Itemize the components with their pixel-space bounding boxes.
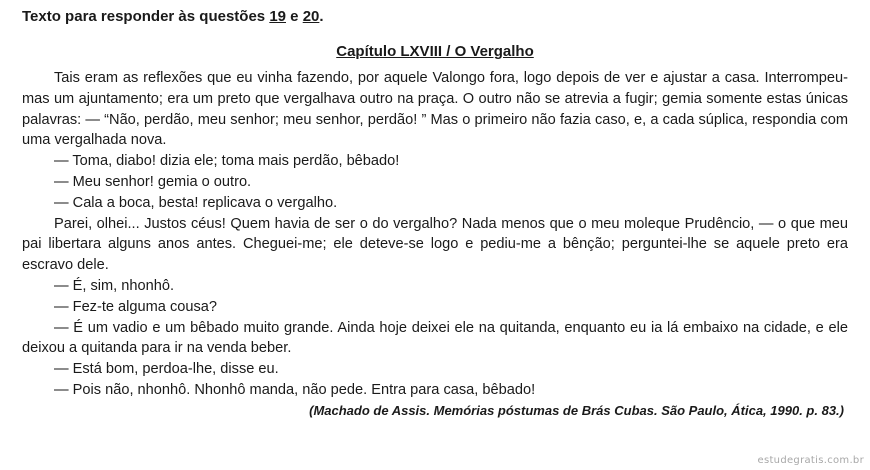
header-prefix: Texto para responder às questões [22,8,270,25]
instruction-header [22,5,848,29]
chapter-title: Capítulo LXVIII / O Vergalho [336,43,534,60]
paragraph-2: Parei, olhei... Justos céus! Quem havia de ser o do vergalho? Nada menos que o meu moleque Prudêncio, — o que meu pai libertara alguns anos antes. Cheguei-me; ele deteve-se logo e pediu-me a bênção; perguntei-lhe se aquele preto era escravo dele. [22,215,848,274]
dialogue-line-2: — Meu senhor! gemia o outro. [54,173,252,190]
dialogue-line-5: — Fez-te alguma cousa? [54,298,218,315]
dialogue-line-4: — É, sim, nhonhô. [54,277,175,294]
passage-text [22,68,848,401]
dialogue-line-7: — Está bom, perdoa-lhe, disse eu. [54,361,279,378]
header-connector: e [286,8,303,25]
dialogue-line-1: — Toma, diabo! dizia ele; toma mais perdão, bêbado! [54,153,400,170]
document [22,5,848,421]
paragraph-1: Tais eram as reflexões que eu vinha fazendo, por aquele Valongo fora, logo depois de ver e ajustar a casa. Interrompeu-mas um ajuntamento; era um preto que vergalhava outro na praça. O outro não se atrevia a fugir; gemia somente estas únicas palavras: — “Não, perdão, meu senhor; meu senhor, perdão! ” Mas o primeiro não fazia caso, e, a cada súplica, respondia com uma vergalhada nova. [22,70,848,149]
dialogue-line-3: — Cala a boca, besta! replicava o vergalho. [54,194,338,211]
source-citation: (Machado de Assis. Memórias póstumas de Brás Cubas. São Paulo, Ática, 1990. p. 83.) [309,402,844,418]
dialogue-line-6: — É um vadio e um bêbado muito grande. Ainda hoje deixei ele na quitanda, enquanto eu ia lá embaixo na cidade, e ele deixou a quitanda para ir na venda beber. [22,319,848,357]
dialogue-line-8: — Pois não, nhonhô. Nhonhô manda, não pede. Entra para casa, bêbado! [54,381,536,398]
header-suffix: . [319,8,324,25]
question-number-19: 19 [269,8,286,25]
question-number-20: 20 [302,8,320,25]
watermark: estudegratis.com.br [757,455,864,466]
